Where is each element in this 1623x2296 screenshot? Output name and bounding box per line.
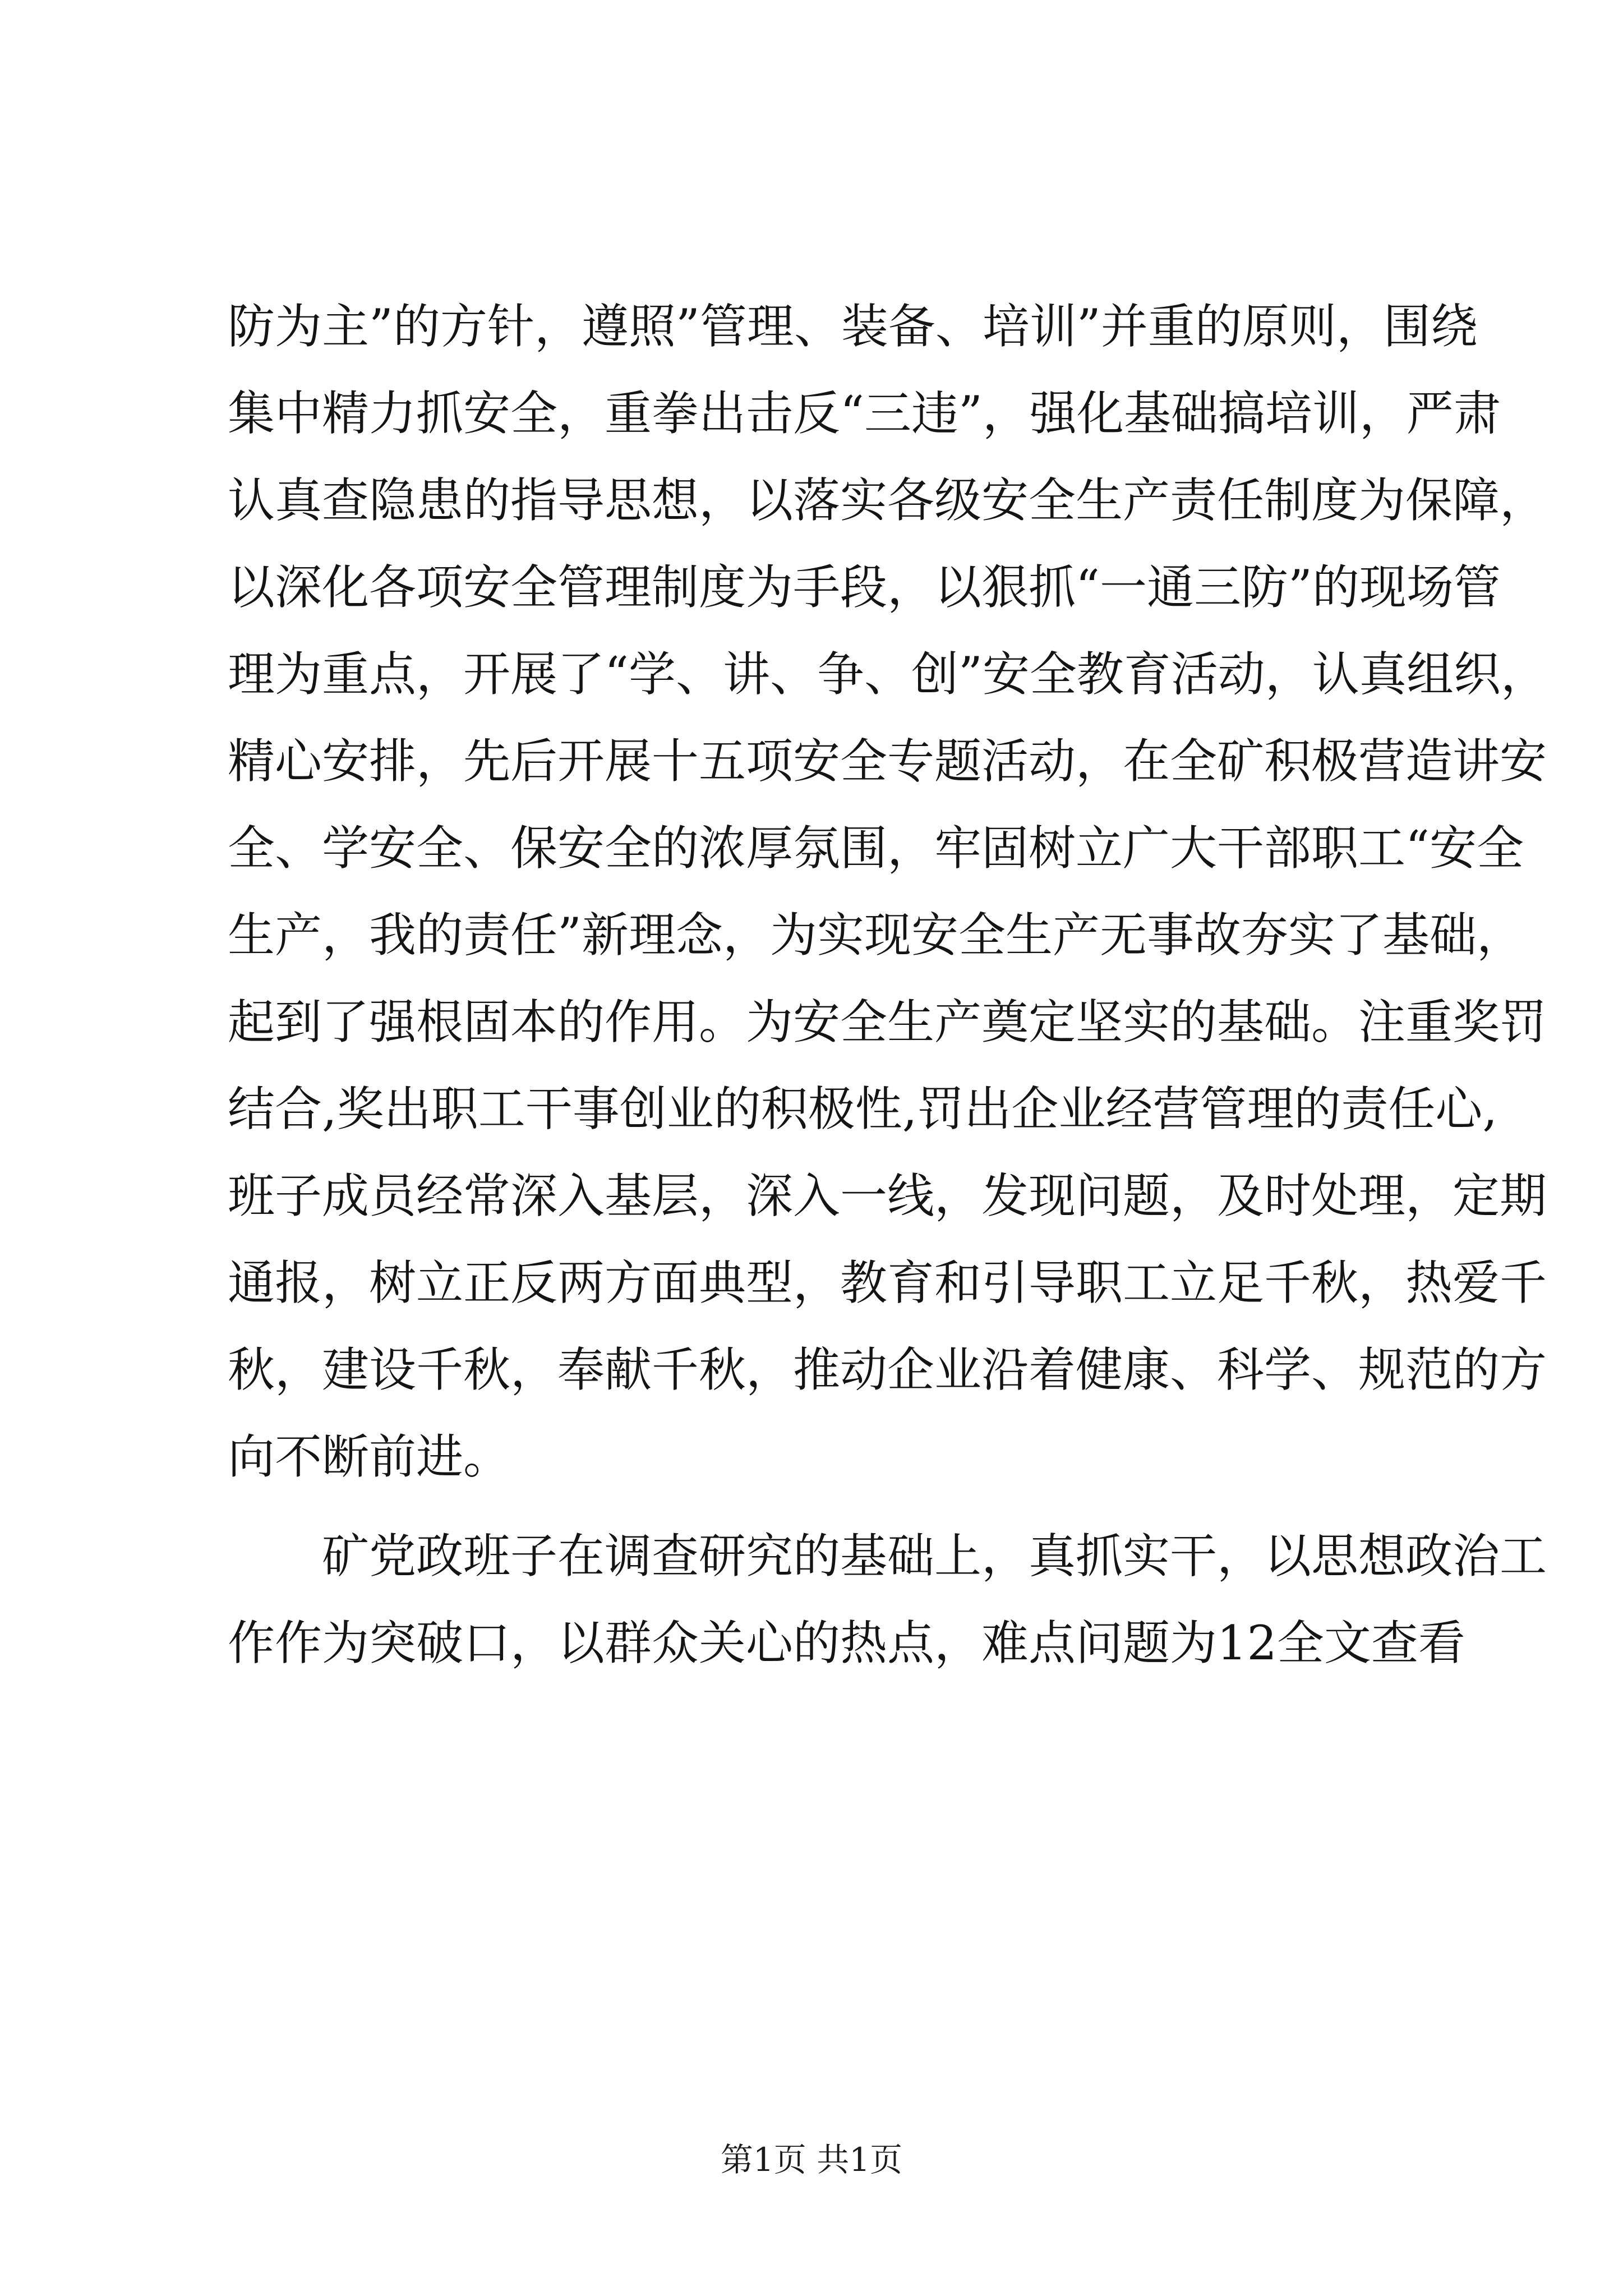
text-line: 全、学安全、保安全的浓厚氛围，牢固树立广大干部职工“安全	[228, 821, 1524, 876]
paragraph-2	[228, 1513, 1547, 1687]
paragraph-gap	[228, 1501, 1428, 1513]
text-line: 起到了强根固本的作用。为安全生产奠定坚实的基础。注重奖罚	[228, 995, 1547, 1050]
text-line: 以深化各项安全管理制度为手段，以狠抓“一通三防”的现场管	[228, 560, 1501, 615]
text-line: 理为重点，开展了“学、讲、争、创”安全教育活动，认真组织，	[228, 647, 1548, 702]
text-line: 通报，树立正反两方面典型，教育和引导职工立足千秋，热爱千	[228, 1255, 1547, 1310]
text-line: 生产，我的责任”新理念，为实现安全生产无事故夯实了基础，	[228, 908, 1524, 963]
text-line: 精心安排，先后开展十五项安全专题活动，在全矿积极营造讲安	[228, 734, 1547, 789]
text-line: 作作为突破口，以群众关心的热点，难点问题为12全文查看	[228, 1616, 1465, 1671]
text-line: 集中精力抓安全，重拳出击反“三违”，强化基础搞培训，严肃	[228, 386, 1501, 441]
text-line: 认真查隐患的指导思想，以落实各级安全生产责任制度为保障，	[228, 473, 1547, 528]
text-line: 向不断前进。	[228, 1429, 511, 1484]
text-line: 班子成员经常深入基层，深入一线，发现问题，及时处理，定期	[228, 1168, 1547, 1223]
text-line: 结合,奖出职工干事创业的积极性,罚出企业经营管理的责任心,	[228, 1082, 1498, 1137]
paragraph-1	[228, 283, 1548, 1501]
text-line: 防为主”的方针，遵照”管理、装备、培训”并重的原则，围绕	[228, 299, 1478, 354]
document-body	[228, 283, 1548, 1687]
text-line: 矿党政班子在调查研究的基础上，真抓实干，以思想政治工	[322, 1529, 1547, 1584]
text-line: 秋，建设千秋，奉献千秋，推动企业沿着健康、科学、规范的方	[228, 1342, 1547, 1397]
page-footer: 第1页 共1页	[720, 2141, 903, 2179]
